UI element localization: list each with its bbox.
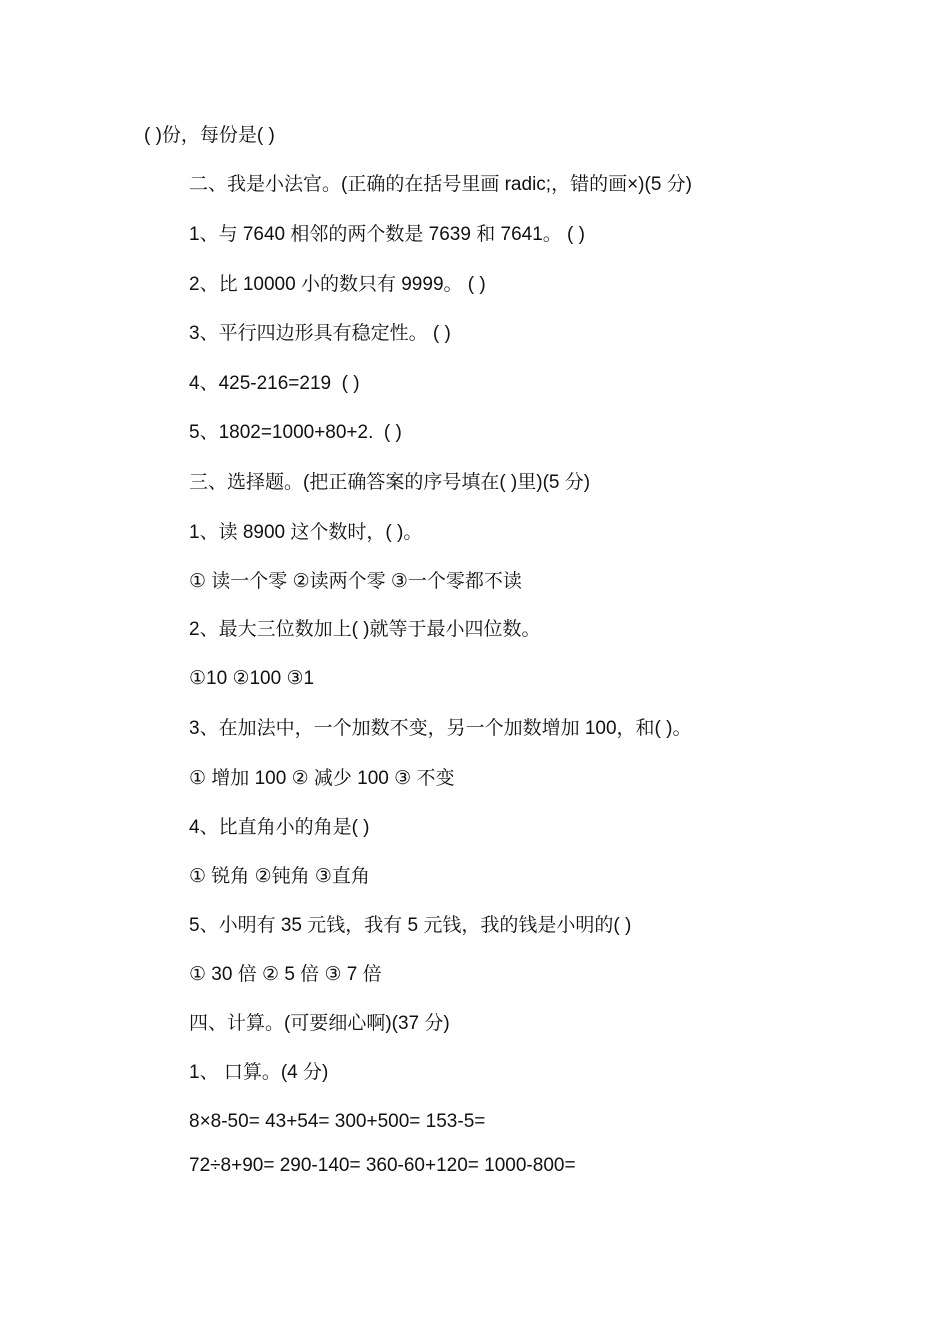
calculation-row: 72÷8+90= 290-140= 360-60+120= 1000-800=	[189, 1155, 576, 1176]
section-heading: 二、我是小法官。(正确的在括号里画 radic;，错的画×)(5 分)	[189, 174, 692, 195]
question-item: 2、最大三位数加上( )就等于最小四位数。	[189, 619, 541, 640]
section-heading: 三、选择题。(把正确答案的序号填在( )里)(5 分)	[189, 472, 591, 493]
answer-options: ① 增加 100 ② 减少 100 ③ 不变	[189, 768, 455, 789]
question-item: 1、读 8900 这个数时，( )。	[189, 522, 423, 543]
section-heading: 四、计算。(可要细心啊)(37 分)	[189, 1013, 450, 1034]
question-item: 5、小明有 35 元钱，我有 5 元钱，我的钱是小明的( )	[189, 915, 632, 936]
question-item: 5、1802=1000+80+2. ( )	[189, 422, 402, 443]
question-item: 3、平行四边形具有稳定性。 ( )	[189, 323, 451, 344]
question-item: 2、比 10000 小的数只有 9999。 ( )	[189, 274, 486, 295]
calculation-row: 8×8-50= 43+54= 300+500= 153-5=	[189, 1111, 486, 1132]
answer-options: ①10 ②100 ③1	[189, 668, 315, 689]
text-line: ( )份，每份是( )	[144, 125, 275, 146]
question-item: 1、 口算。(4 分)	[189, 1062, 329, 1083]
answer-options: ① 锐角 ②钝角 ③直角	[189, 866, 370, 887]
question-item: 1、与 7640 相邻的两个数是 7639 和 7641。 ( )	[189, 224, 585, 245]
answer-options: ① 读一个零 ②读两个零 ③一个零都不读	[189, 571, 522, 592]
question-item: 4、比直角小的角是( )	[189, 817, 370, 838]
question-item: 4、425-216=219 ( )	[189, 373, 360, 394]
answer-options: ① 30 倍 ② 5 倍 ③ 7 倍	[189, 964, 382, 985]
question-item: 3、在加法中，一个加数不变，另一个加数增加 100，和( )。	[189, 718, 692, 739]
